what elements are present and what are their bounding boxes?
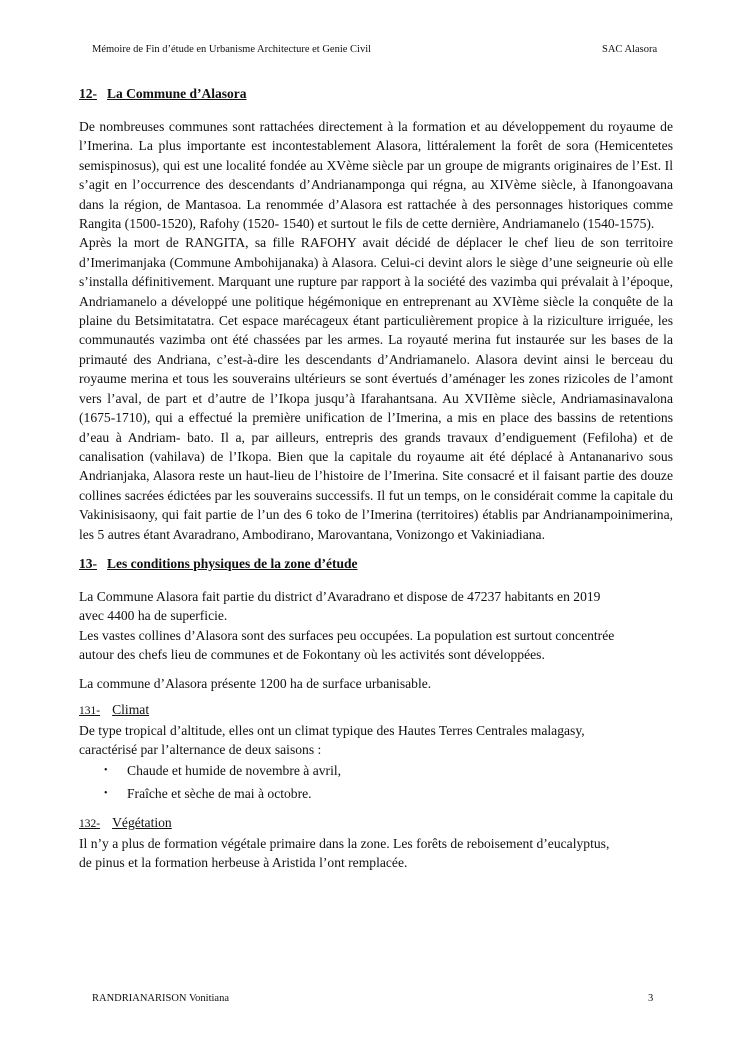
section-13-title: Les conditions physiques de la zone d’étude	[107, 555, 358, 571]
subsection-131-heading	[79, 700, 673, 721]
season-item-wet: • Chaude et humide de novembre à avril,	[79, 759, 673, 782]
running-header-short: SAC Alasora	[602, 44, 658, 55]
vegetation-line-1: Il n’y a plus de formation végétale primaire dans la zone. Les forêts de reboisement d’eucalyptus,	[79, 835, 610, 851]
page-number: 3	[648, 993, 654, 1004]
subsection-131-title: Climat	[112, 701, 150, 717]
section-13-heading	[79, 556, 673, 572]
section-12-paragraph-2: Après la mort de RANGITA, sa fille RAFOHY avait décidé de déplacer le chef lieu de son territoire d’Imerimanjaka (Commune Ambohijanaka) à Alasora. Celui-ci devint alors le siège d’une seigneurie où elle s’installa définitivement. Marquant une rupture par rapport à la société des vazimba qui prévalait à l’époque, Andriamanelo a développé une politique hégémonique en entreprenant au XVIème siècle la conquête de la plaine du Betsimitatatra. Cet espace marécageux étant particulièrement propice à la riziculture irriguée, les communautés vazimba ont été chassées par les armes. La royauté merina fut instaurée sur les bases de la primauté des Andriana, c’est-à-dire les descendants d’Andriamanelo. Alasora devint ainsi le berceau du royaume merina et tous les souverains ultérieurs se sont évertués d’aménager les zones rizicoles de l’amont vers l’aval, de part et d’autre de l’Ikopa jusqu’à Ifarahantsana. Au XVIIème siècle, Andriamasinavalona (1675-1710), qui a effectué la première unification de l’Imerina, a mis en place des bassins de retentions d’eau à Andriam- bato. Il a, par ailleurs, entrepris des grands travaux d’endiguement (Fefiloha) et de canalisation (vahilava) de l’Ikopa. Bien que la capitale du royaume ait été déplacé à Antananarivo sous Andrianjaka, Alasora reste un haut-lieu de l’histoire de l’Imerina. Site consacré et il faisant partie des douze collines sacrées édictées par les souverains successifs. Il fut un temps, on le considérait comme la capitale du Vakinisisaony, qui fait partie de l’un des 6 toko de l’Imerina (territoires) établis par Andrianampoinimerina, les 5 autres étant Avaradrano, Ambodirano, Marovantana, Vonizongo et Vakiniadiana.	[79, 235, 673, 542]
climate-line-1: De type tropical d’altitude, elles ont un climat typique des Hautes Terres Centrales malagasy,	[79, 722, 585, 738]
section-13-hills-line-2: autour des chefs lieu de communes et de Fokontany où les activités sont développées.	[79, 647, 545, 663]
page-body	[79, 86, 673, 872]
running-header-title: Mémoire de Fin d’étude en Urbanisme Architecture et Genie Civil	[92, 44, 372, 55]
subsection-132-heading	[79, 813, 673, 834]
seasons-list	[79, 759, 673, 805]
section-13-population-line-1: La Commune Alasora fait partie du district d’Avaradrano et dispose de 47237 habitants en 2019	[79, 588, 601, 604]
section-12-title: La Commune d’Alasora	[107, 86, 247, 101]
section-13-urbanisable: La commune d’Alasora présente 1200 ha de surface urbanisable.	[79, 675, 432, 691]
section-13-hills-line-1: Les vastes collines d’Alasora sont des surfaces peu occupées. La population est surtout concentrée	[79, 627, 615, 643]
section-13-number: 13-	[79, 555, 97, 571]
subsection-132-title: Végétation	[112, 814, 172, 830]
subsection-131-number: 131-	[79, 704, 101, 717]
section-12-number: 12-	[79, 86, 97, 101]
section-13-population-line-2: avec 4400 ha de superficie.	[79, 608, 228, 624]
season-item-dry: • Fraîche et sèche de mai à octobre.	[79, 782, 673, 805]
climate-line-2: caractérisé par l’alternance de deux saisons :	[79, 741, 322, 757]
footer-author: RANDRIANARISON Vonitiana	[92, 993, 229, 1004]
vegetation-line-2: de pinus et la formation herbeuse à Aristida l’ont remplacée.	[79, 854, 408, 870]
subsection-132-number: 132-	[79, 817, 101, 830]
section-12-paragraph-1: De nombreuses communes sont rattachées directement à la formation et au développement du royaume de l’Imerina. La plus importante est incontestablement Alasora, littéralement la forêt de sora (Hemicentetes semispinosus), qui est une localité fondée au XVème siècle par un groupe de migrants originaires de l’Est. Il s’agit en l’occurrence des descendants d’Andrianamponga qui régna, au XIVème siècle, à Ifanongoavana dans la région, de Mantasoa. La renommée d’Alasora est rattachée à des personnages historiques comme Rangita (1500-1520), Rafohy (1520- 1540) et surtout le fils de cette dernière, Andriamanelo (1540-1575).	[79, 119, 673, 232]
section-12-heading	[79, 86, 673, 102]
